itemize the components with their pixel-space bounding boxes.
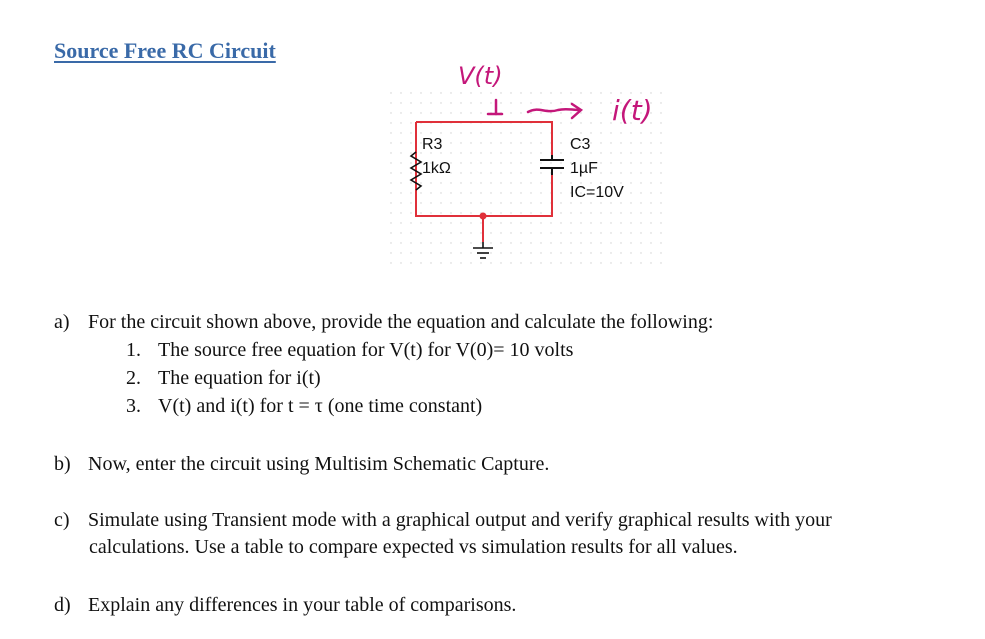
capacitor-name: C3 [570, 136, 591, 153]
question-d [54, 593, 516, 617]
circuit-diagram [380, 52, 700, 277]
list-item-number: 1. [126, 339, 141, 361]
question-a-letter: a) [54, 311, 70, 333]
question-c-letter: c) [54, 509, 70, 531]
question-a [54, 310, 713, 334]
capacitor-value: 1µF [570, 160, 598, 177]
question-c-text-line1: Simulate using Transient mode with a graphical output and verify graphical results with your [88, 509, 832, 531]
question-b [54, 452, 549, 476]
question-b-letter: b) [54, 453, 71, 475]
ground-junction [480, 213, 487, 220]
question-b-text: Now, enter the circuit using Multisim Schematic Capture. [88, 453, 550, 475]
list-item [126, 366, 321, 390]
current-annotation: i(t) [612, 94, 653, 127]
question-d-letter: d) [54, 594, 71, 616]
question-d-text: Explain any differences in your table of comparisons. [88, 594, 517, 616]
question-a-text: For the circuit shown above, provide the equation and calculate the following: [88, 311, 714, 333]
list-item-number: 2. [126, 367, 141, 389]
list-item-text: The equation for i(t) [158, 367, 321, 389]
list-item-text: V(t) and i(t) for t = τ (one time constant) [158, 395, 483, 417]
list-item [126, 394, 482, 418]
question-c [54, 508, 832, 532]
list-item-text: The source free equation for V(t) for V(0)= 10 volts [158, 339, 574, 361]
voltage-annotation: V(t) [458, 62, 503, 90]
list-item-number: 3. [126, 395, 141, 417]
capacitor-initial-condition: IC=10V [570, 184, 624, 201]
resistor-name: R3 [422, 136, 443, 153]
question-c-text-line2: calculations. Use a table to compare expected vs simulation results for all values. [89, 536, 738, 558]
page-title: Source Free RC Circuit [54, 38, 276, 63]
list-item [126, 338, 573, 362]
resistor-value: 1kΩ [422, 160, 451, 177]
